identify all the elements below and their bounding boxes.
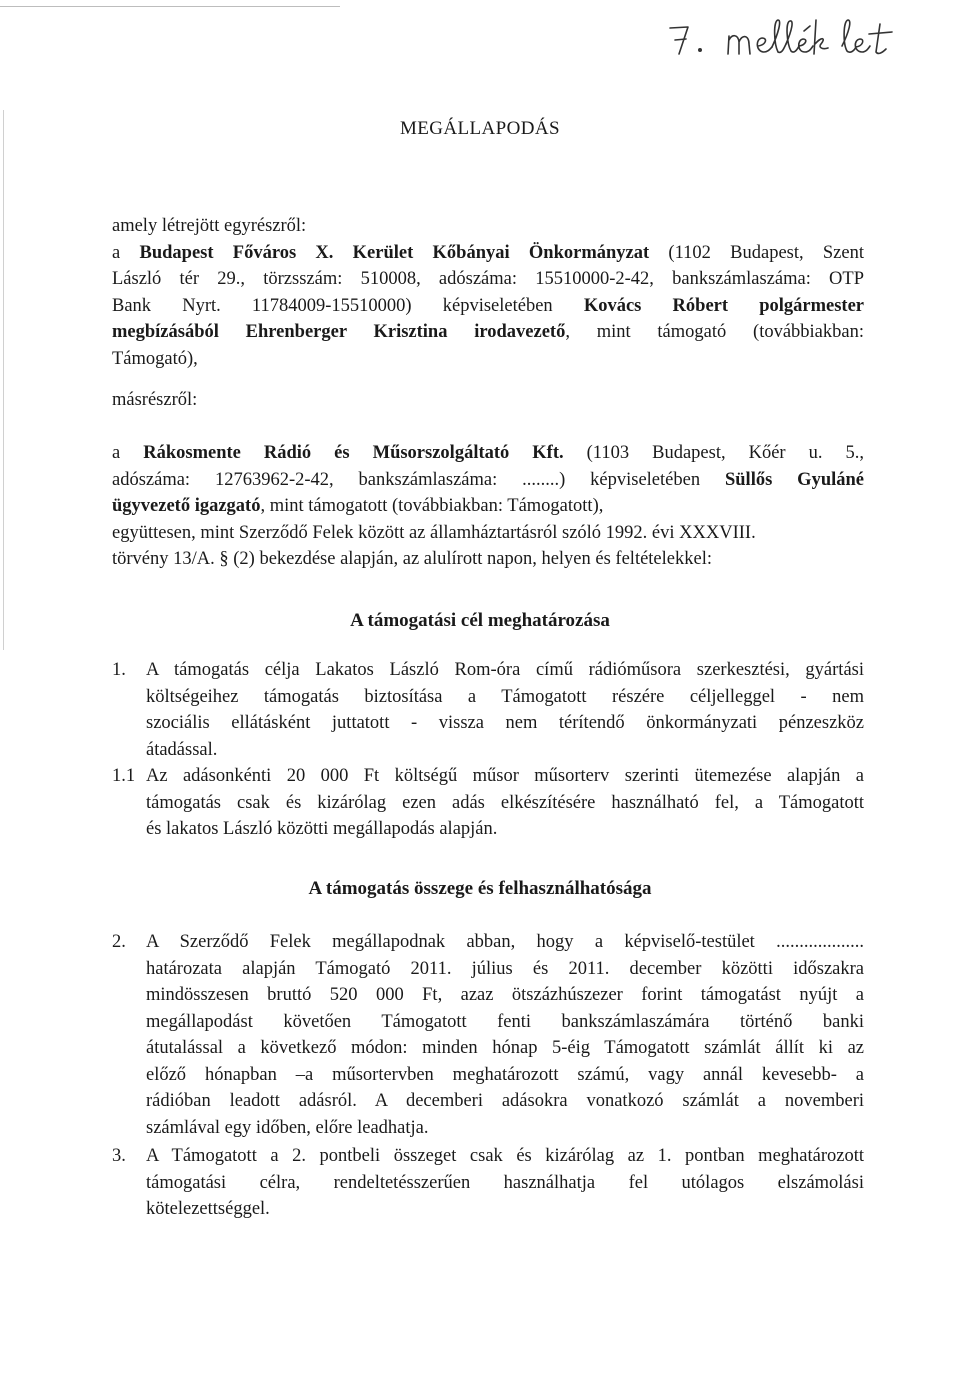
handwriting-drawing [666, 14, 936, 64]
clause-body [146, 1143, 864, 1223]
clause-line: megállapodást követően Támogatott fenti bankszámlaszámára történő banki [146, 1011, 864, 1032]
party2-representative: Süllős Gyuláné [724, 469, 864, 490]
clause-body [146, 657, 864, 763]
party1-representative: Kovács Róbert polgármester [583, 295, 864, 316]
handwritten-annotation [666, 14, 936, 64]
party1-line [112, 319, 864, 346]
party2-line [112, 493, 864, 520]
text-segment: , mint támogató (továbbiakban: [565, 322, 864, 342]
document-title: MEGÁLLAPODÁS [400, 118, 560, 139]
party1-line: Támogató), [112, 348, 198, 369]
party1-line [112, 293, 864, 320]
clause-body [146, 763, 864, 843]
party2-block [112, 440, 864, 573]
clause-line: és lakatos László közötti megállapodás alapján. [146, 819, 498, 839]
text-segment: adószáma: 12763962-2-42, bankszámlaszáma: ........) képviseletében [112, 469, 725, 490]
section1-heading: A támogatási cél meghatározása [350, 610, 610, 631]
party-intro: amely létrejött egyrészről: [112, 216, 307, 236]
party2-name: Rákosmente Rádió és Műsorszolgáltató Kft. [143, 443, 564, 463]
clause-line: határozata alapján Támogató 2011. július és 2011. december közötti időszakra [146, 958, 864, 979]
clause-body [146, 929, 864, 1141]
clause-line: szociális ellátásként juttatott - vissza nem térítendő önkormányzati pénzeszköz [146, 713, 864, 733]
clause-line: költségeihez támogatás biztosítása a Támogatott részére céljelleggel - nem [146, 686, 864, 707]
clause-line: előző hónapban –a műsortervben meghatározott számú, vagy annál kevesebb- a [146, 1064, 864, 1085]
party2-line: együttesen, mint Szerződő Felek között az államháztartásról szóló 1992. évi XXXVIII. [112, 522, 756, 543]
clause-line: A támogatás célja Lakatos László Rom-óra című rádióműsora szerkesztési, gyártási [146, 660, 864, 680]
clause-number: 1. [112, 660, 126, 680]
clause-line: számlával egy időben, előre leadhatja. [146, 1117, 429, 1138]
scan-artifact-line [0, 6, 340, 7]
section2-heading: A támogatás összege és felhasználhatósága [308, 878, 652, 899]
clause-line: mindösszesen bruttó 520 000 Ft, azaz ötszázhúszezer forint támogatást nyújt a [146, 985, 864, 1005]
clause-line: Az adásonkénti 20 000 Ft költségű műsor műsorterv szerinti ütemezése alapján a [146, 766, 864, 786]
party-intro-block [112, 213, 864, 372]
clause-number: 3. [112, 1146, 126, 1166]
clause-number: 1.1 [112, 766, 136, 786]
party1-name: Budapest Főváros X. Kerület Kőbányai Önkormányzat [139, 242, 650, 263]
text-segment: , mint támogatott (továbbiakban: Támogatott), [260, 496, 604, 516]
clause-number: 2. [112, 932, 126, 952]
party1-delegate: megbízásából Ehrenberger Krisztina irodavezető [112, 322, 566, 342]
party1-line: László tér 29., törzsszám: 510008, adószáma: 15510000-2-42, bankszámlaszáma: OTP [112, 269, 864, 289]
text-segment: a [112, 443, 144, 463]
clause-line: támogatási célra, rendeltetésszerűen használhatja fel utólagos elszámolási [146, 1172, 864, 1193]
clause-line: rádióban leadott adásról. A decemberi adásokra vonatkozó számlát a novemberi [146, 1091, 864, 1111]
clause-line: átadással. [146, 739, 218, 760]
scan-artifact-line [3, 110, 4, 650]
party2-line [112, 467, 864, 494]
clause-line: A Szerződő Felek megállapodnak abban, hogy a képviselő-testület ................... [146, 932, 864, 952]
party2-line: törvény 13/A. § (2) bekezdése alapján, az alulírott napon, helyen és feltételekkel: [112, 549, 712, 569]
clause-line: kötelezettséggel. [146, 1199, 270, 1219]
other-side-label: másrészről: [112, 390, 198, 410]
other-side-block [112, 387, 864, 414]
text-segment: (1102 Budapest, Szent [649, 242, 864, 263]
party2-role: ügyvezető igazgató [112, 496, 261, 516]
text-segment: (1103 Budapest, Kőér u. 5., [563, 443, 864, 463]
clause-line: támogatás csak és kizárólag ezen adás elkészítésére használható fel, a Támogatott [146, 792, 864, 813]
party1-line [112, 240, 864, 267]
text-segment: a [112, 242, 140, 263]
clause-line: átutalással a következő módon: minden hónap 5-éig Támogatott számlát állít ki az [146, 1038, 864, 1058]
party2-line [112, 440, 864, 467]
clause-line: A Támogatott a 2. pontbeli összeget csak és kizárólag az 1. pontban meghatározott [146, 1146, 864, 1166]
text-segment: Bank Nyrt. 11784009-15510000) képviseletében [112, 295, 584, 316]
